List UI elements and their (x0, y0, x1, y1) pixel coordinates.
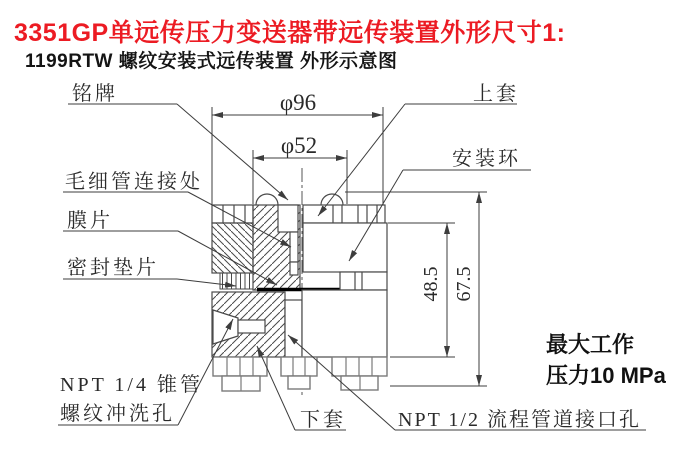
label-sealing-gasket: 密封垫片 (67, 257, 159, 279)
process-bore-column (285, 300, 302, 357)
label-npt14-line1: NPT 1/4 锥管 (60, 374, 203, 396)
label-mounting-ring: 安装环 (452, 148, 521, 170)
label-upper-sleeve: 上套 (473, 83, 519, 105)
label-nameplate: 铭牌 (72, 83, 118, 105)
lower-right-block (302, 290, 387, 357)
label-capillary-connection: 毛细管连接处 (65, 171, 203, 193)
label-npt12-hole: NPT 1/2 流程管道接口孔 (398, 409, 641, 431)
label-lower-sleeve: 下套 (300, 409, 346, 431)
bottom-bolts (213, 357, 387, 391)
ring-mid-strip (340, 272, 387, 290)
capillary-bore-step (290, 262, 298, 275)
transmitter-body-section (212, 168, 387, 398)
dim-height-partial: 48.5 (420, 266, 442, 302)
gasket-strip (220, 273, 253, 289)
lug-arc-right (321, 194, 343, 205)
flush-hole-step (238, 320, 265, 333)
upper-sleeve-block (303, 223, 387, 272)
page-title: 3351GP单远传压力变送器带远传装置外形尺寸1: (14, 19, 566, 47)
max-pressure-line1: 最大工作 (546, 332, 635, 357)
capillary-port-notch (278, 205, 298, 232)
dim-height-total: 67.5 (453, 266, 475, 302)
label-npt14-line2: 螺纹冲洗孔 (60, 403, 175, 425)
max-pressure-line2: 压力10 MPa (546, 363, 666, 388)
lug-arc-left (256, 194, 278, 205)
dim-outer-diameter: φ96 (279, 90, 317, 115)
leader-sealing-gasket (63, 279, 236, 286)
max-pressure-note (546, 332, 667, 388)
capillary-flange-hatch (212, 223, 253, 273)
label-diaphragm: 膜片 (67, 210, 113, 232)
capillary-bore (290, 232, 298, 262)
drawing-subtitle: 1199RTW 螺纹安装式远传装置 外形示意图 (25, 51, 398, 72)
dim-ring-diameter: φ52 (280, 133, 318, 158)
